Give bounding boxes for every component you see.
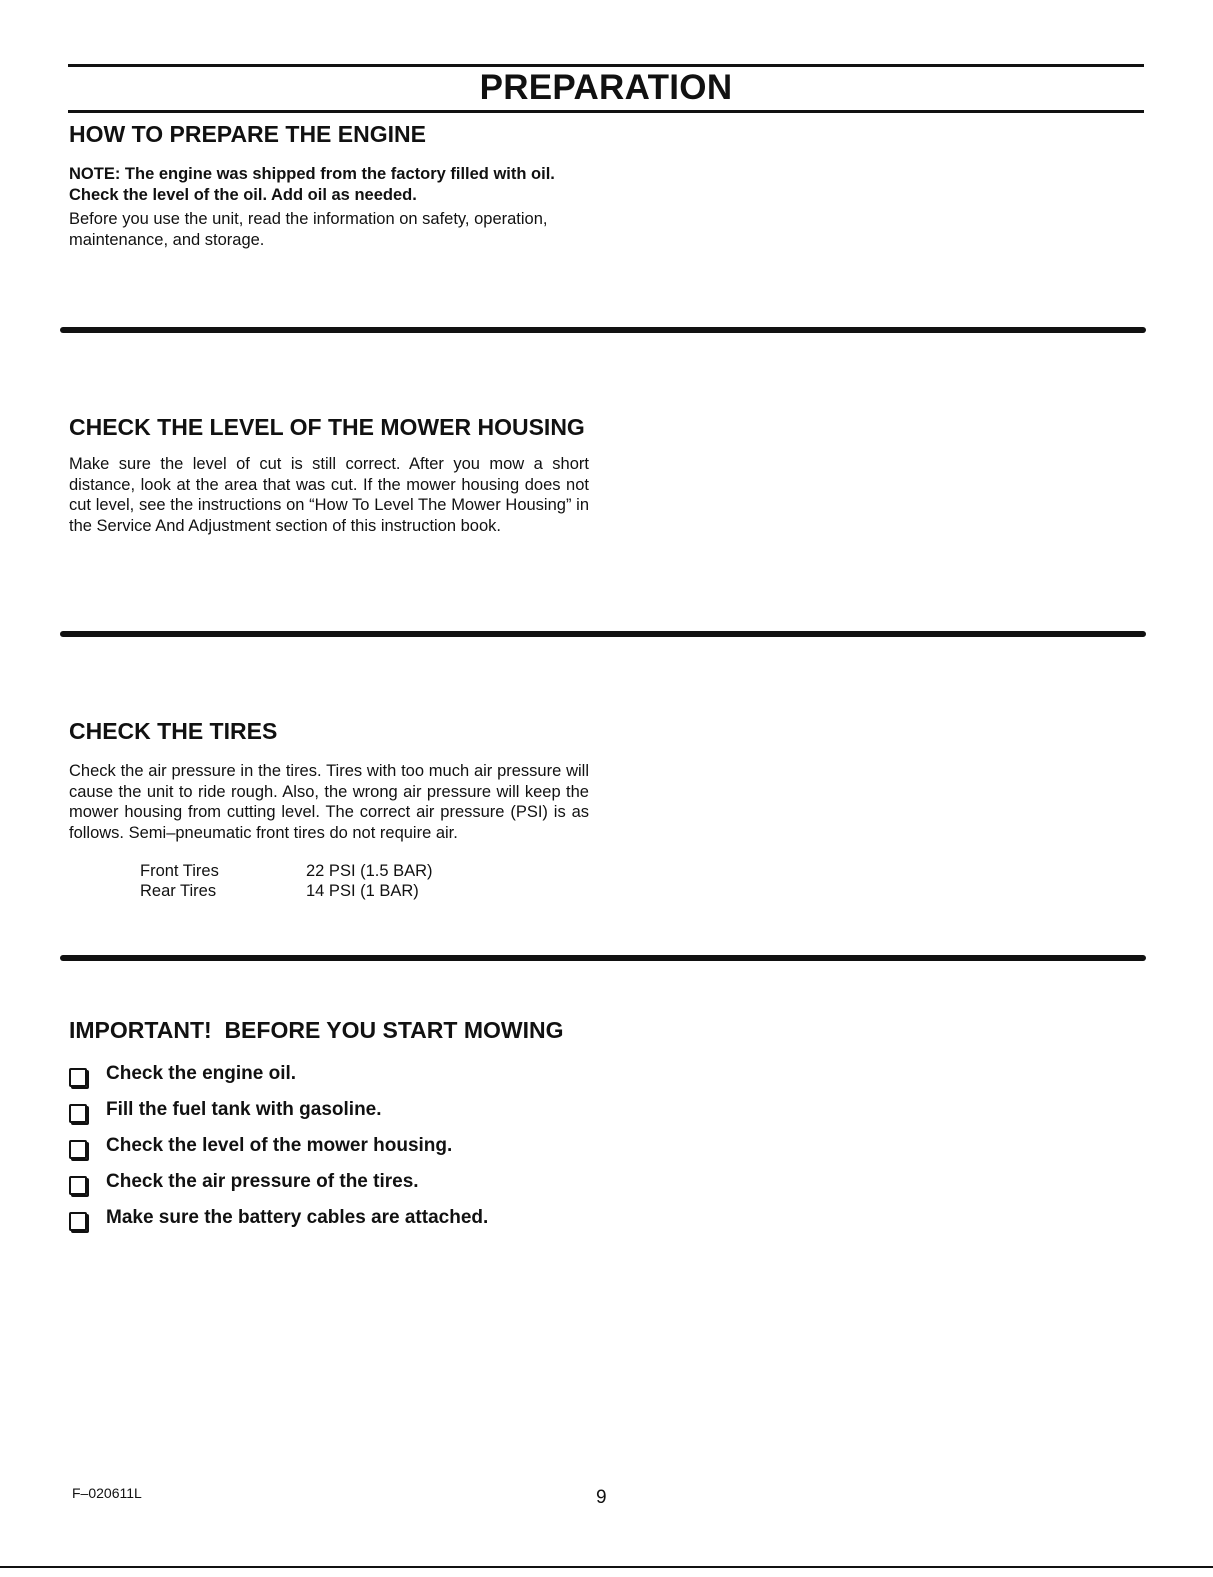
page-bottom-edge: [0, 1566, 1213, 1568]
checklist-item: [69, 1092, 488, 1128]
housing-body: Make sure the level of cut is still correct. After you mow a short distance, look at the area that was cut. If the mower housing does not cut level, see the instructions on “How To Level The Mower Housing” in the Service And Adjustment section of this instruction book.: [69, 455, 589, 535]
checkbox-icon[interactable]: [69, 1176, 87, 1195]
engine-body: Before you use the unit, read the information on safety, operation, maintenance, and storage.: [69, 210, 548, 249]
engine-note-line-1: NOTE: The engine was shipped from the factory filled with oil.: [69, 165, 555, 183]
checkbox-icon[interactable]: [69, 1068, 87, 1087]
section-divider-1: [60, 327, 1146, 333]
spec-value: 14 PSI (1 BAR): [306, 882, 419, 900]
checklist-item: [69, 1128, 488, 1164]
section-divider-3: [60, 955, 1146, 961]
tires-heading: CHECK THE TIRES: [69, 718, 278, 744]
housing-heading: CHECK THE LEVEL OF THE MOWER HOUSING: [69, 414, 585, 440]
tires-body: Check the air pressure in the tires. Tires with too much air pressure will cause the unit to ride rough. Also, the wrong air pressure will keep the mower housing from cutting level. The correct air pressure (PSI) is as follows. Semi–pneumatic front tires do not require air.: [69, 762, 589, 842]
section-divider-2: [60, 631, 1146, 637]
checklist-item: [69, 1056, 488, 1092]
checklist-item-label: Fill the fuel tank with gasoline.: [106, 1099, 382, 1120]
document-code: F–020611L: [72, 1485, 142, 1501]
header-top-rule: [68, 64, 1144, 67]
checkbox-icon[interactable]: [69, 1104, 87, 1123]
page-title: PREPARATION: [479, 68, 733, 107]
checklist-item-label: Check the level of the mower housing.: [106, 1135, 453, 1156]
spec-label: Rear Tires: [140, 882, 217, 900]
spec-label: Front Tires: [140, 862, 219, 880]
engine-note: [69, 164, 555, 205]
engine-heading: HOW TO PREPARE THE ENGINE: [69, 121, 426, 147]
header-bottom-rule: [68, 110, 1144, 113]
checkbox-icon[interactable]: [69, 1212, 87, 1231]
spec-row-front: [140, 861, 433, 882]
engine-note-line-2: Check the level of the oil. Add oil as needed.: [69, 185, 417, 204]
checklist-item-label: Make sure the battery cables are attached.: [106, 1207, 489, 1228]
checklist-item-label: Check the engine oil.: [106, 1063, 297, 1084]
checklist-heading: IMPORTANT! BEFORE YOU START MOWING: [69, 1017, 564, 1043]
spec-row-rear: [140, 881, 419, 902]
checklist-item: [69, 1200, 488, 1236]
page-number: 9: [596, 1487, 607, 1508]
checklist-item: [69, 1164, 488, 1200]
spec-value: 22 PSI (1.5 BAR): [306, 862, 433, 880]
checkbox-icon[interactable]: [69, 1140, 87, 1159]
checklist: [69, 1056, 488, 1236]
checklist-item-label: Check the air pressure of the tires.: [106, 1171, 419, 1192]
